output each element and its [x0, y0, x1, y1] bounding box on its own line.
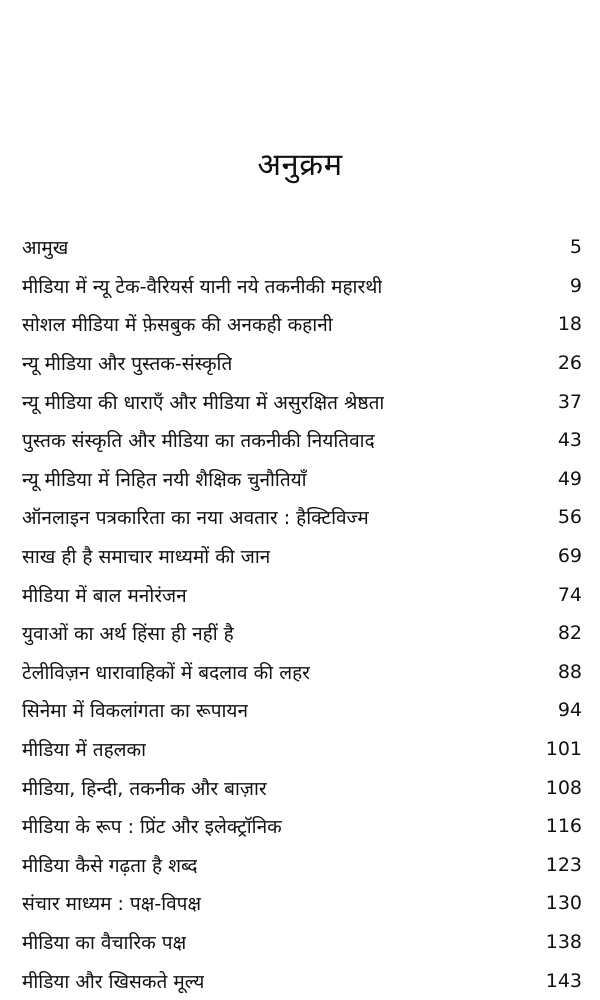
- toc-entry: [22, 846, 582, 885]
- toc-entry-page: 116: [545, 815, 582, 838]
- toc-entry-page: 69: [557, 545, 582, 568]
- toc-entry-title: सिनेमा में विकलांगता का रूपायन: [22, 700, 248, 723]
- toc-entry: [22, 768, 582, 807]
- toc-entry-title: मीडिया के रूप : प्रिंट और इलेक्ट्रॉनिक: [22, 816, 282, 839]
- toc-entry-page: 123: [545, 853, 582, 876]
- toc-entry-page: 138: [545, 930, 582, 953]
- toc-entry-title: मीडिया, हिन्दी, तकनीक और बाज़ार: [22, 777, 267, 800]
- toc-entry-page: 82: [557, 622, 582, 645]
- toc-entry-page: 9: [569, 274, 582, 297]
- toc-entry-title: ऑनलाइन पत्रकारिता का नया अवतार : हैक्टिविज्म: [22, 507, 369, 530]
- toc-entry: [22, 305, 582, 344]
- toc-entry-title: सोशल मीडिया में फ़ेसबुक की अनकही कहानी: [22, 314, 333, 337]
- toc-entry-page: 143: [545, 969, 582, 992]
- toc-entry-page: 18: [557, 313, 582, 336]
- toc-entry-title: युवाओं का अर्थ हिंसा ही नहीं है: [22, 623, 234, 646]
- toc-entry: [22, 498, 582, 537]
- toc-entry: [22, 614, 582, 653]
- toc-entry-title: न्यू मीडिया और पुस्तक-संस्कृति: [22, 353, 233, 376]
- toc-entry-title: मीडिया में बाल मनोरंजन: [22, 584, 187, 607]
- toc-entry-page: 74: [557, 583, 582, 606]
- toc-entry-page: 101: [545, 738, 582, 761]
- toc-entry-page: 26: [557, 352, 582, 375]
- toc-entry: [22, 421, 582, 460]
- toc-entry: [22, 575, 582, 614]
- toc-entry-page: 5: [569, 236, 582, 259]
- toc-entry: [22, 691, 582, 730]
- toc-entry-title: मीडिया में तहलका: [22, 739, 147, 762]
- toc-entry-page: 130: [545, 892, 582, 915]
- toc-entry: [22, 653, 582, 692]
- table-of-contents: [22, 228, 582, 1000]
- toc-entry: [22, 344, 582, 383]
- toc-entry: [22, 807, 582, 846]
- toc-entry-page: 88: [557, 660, 582, 683]
- toc-entry-title: न्यू मीडिया की धाराएँ और मीडिया में असुरक्षित श्रेष्ठता: [22, 391, 385, 414]
- toc-entry-title: मीडिया का वैचारिक पक्ष: [22, 931, 187, 954]
- toc-entry: [22, 923, 582, 962]
- toc-entry-page: 56: [557, 506, 582, 529]
- toc-entry-title: संचार माध्यम : पक्ष-विपक्ष: [22, 893, 202, 916]
- toc-entry: [22, 460, 582, 499]
- toc-entry: [22, 537, 582, 576]
- toc-entry-title: मीडिया और खिसकते मूल्य: [22, 970, 205, 993]
- toc-entry: [22, 267, 582, 306]
- toc-entry-title: साख ही है समाचार माध्यमों की जान: [22, 546, 271, 569]
- toc-entry-page: 94: [557, 699, 582, 722]
- toc-entry: [22, 961, 582, 1000]
- toc-entry-title: टेलीविज़न धारावाहिकों में बदलाव की लहर: [22, 661, 310, 684]
- toc-entry: [22, 730, 582, 769]
- toc-entry-page: 43: [557, 429, 582, 452]
- toc-entry-title: मीडिया में न्यू टेक-वैरियर्स यानी नये तकनीकी महारथी: [22, 275, 383, 298]
- toc-entry-title: आमुख: [22, 237, 69, 260]
- toc-entry: [22, 884, 582, 923]
- toc-entry-title: न्यू मीडिया में निहित नयी शैक्षिक चुनौतियाँ: [22, 468, 307, 491]
- toc-entry-page: 37: [557, 390, 582, 413]
- page-title: अनुक्रम: [257, 146, 343, 183]
- toc-entry: [22, 382, 582, 421]
- toc-entry-title: मीडिया कैसे गढ़ता है शब्द: [22, 854, 198, 877]
- toc-entry-page: 108: [545, 776, 582, 799]
- toc-entry-page: 49: [557, 467, 582, 490]
- toc-entry: [22, 228, 582, 267]
- toc-entry-title: पुस्तक संस्कृति और मीडिया का तकनीकी नियतिवाद: [22, 430, 375, 453]
